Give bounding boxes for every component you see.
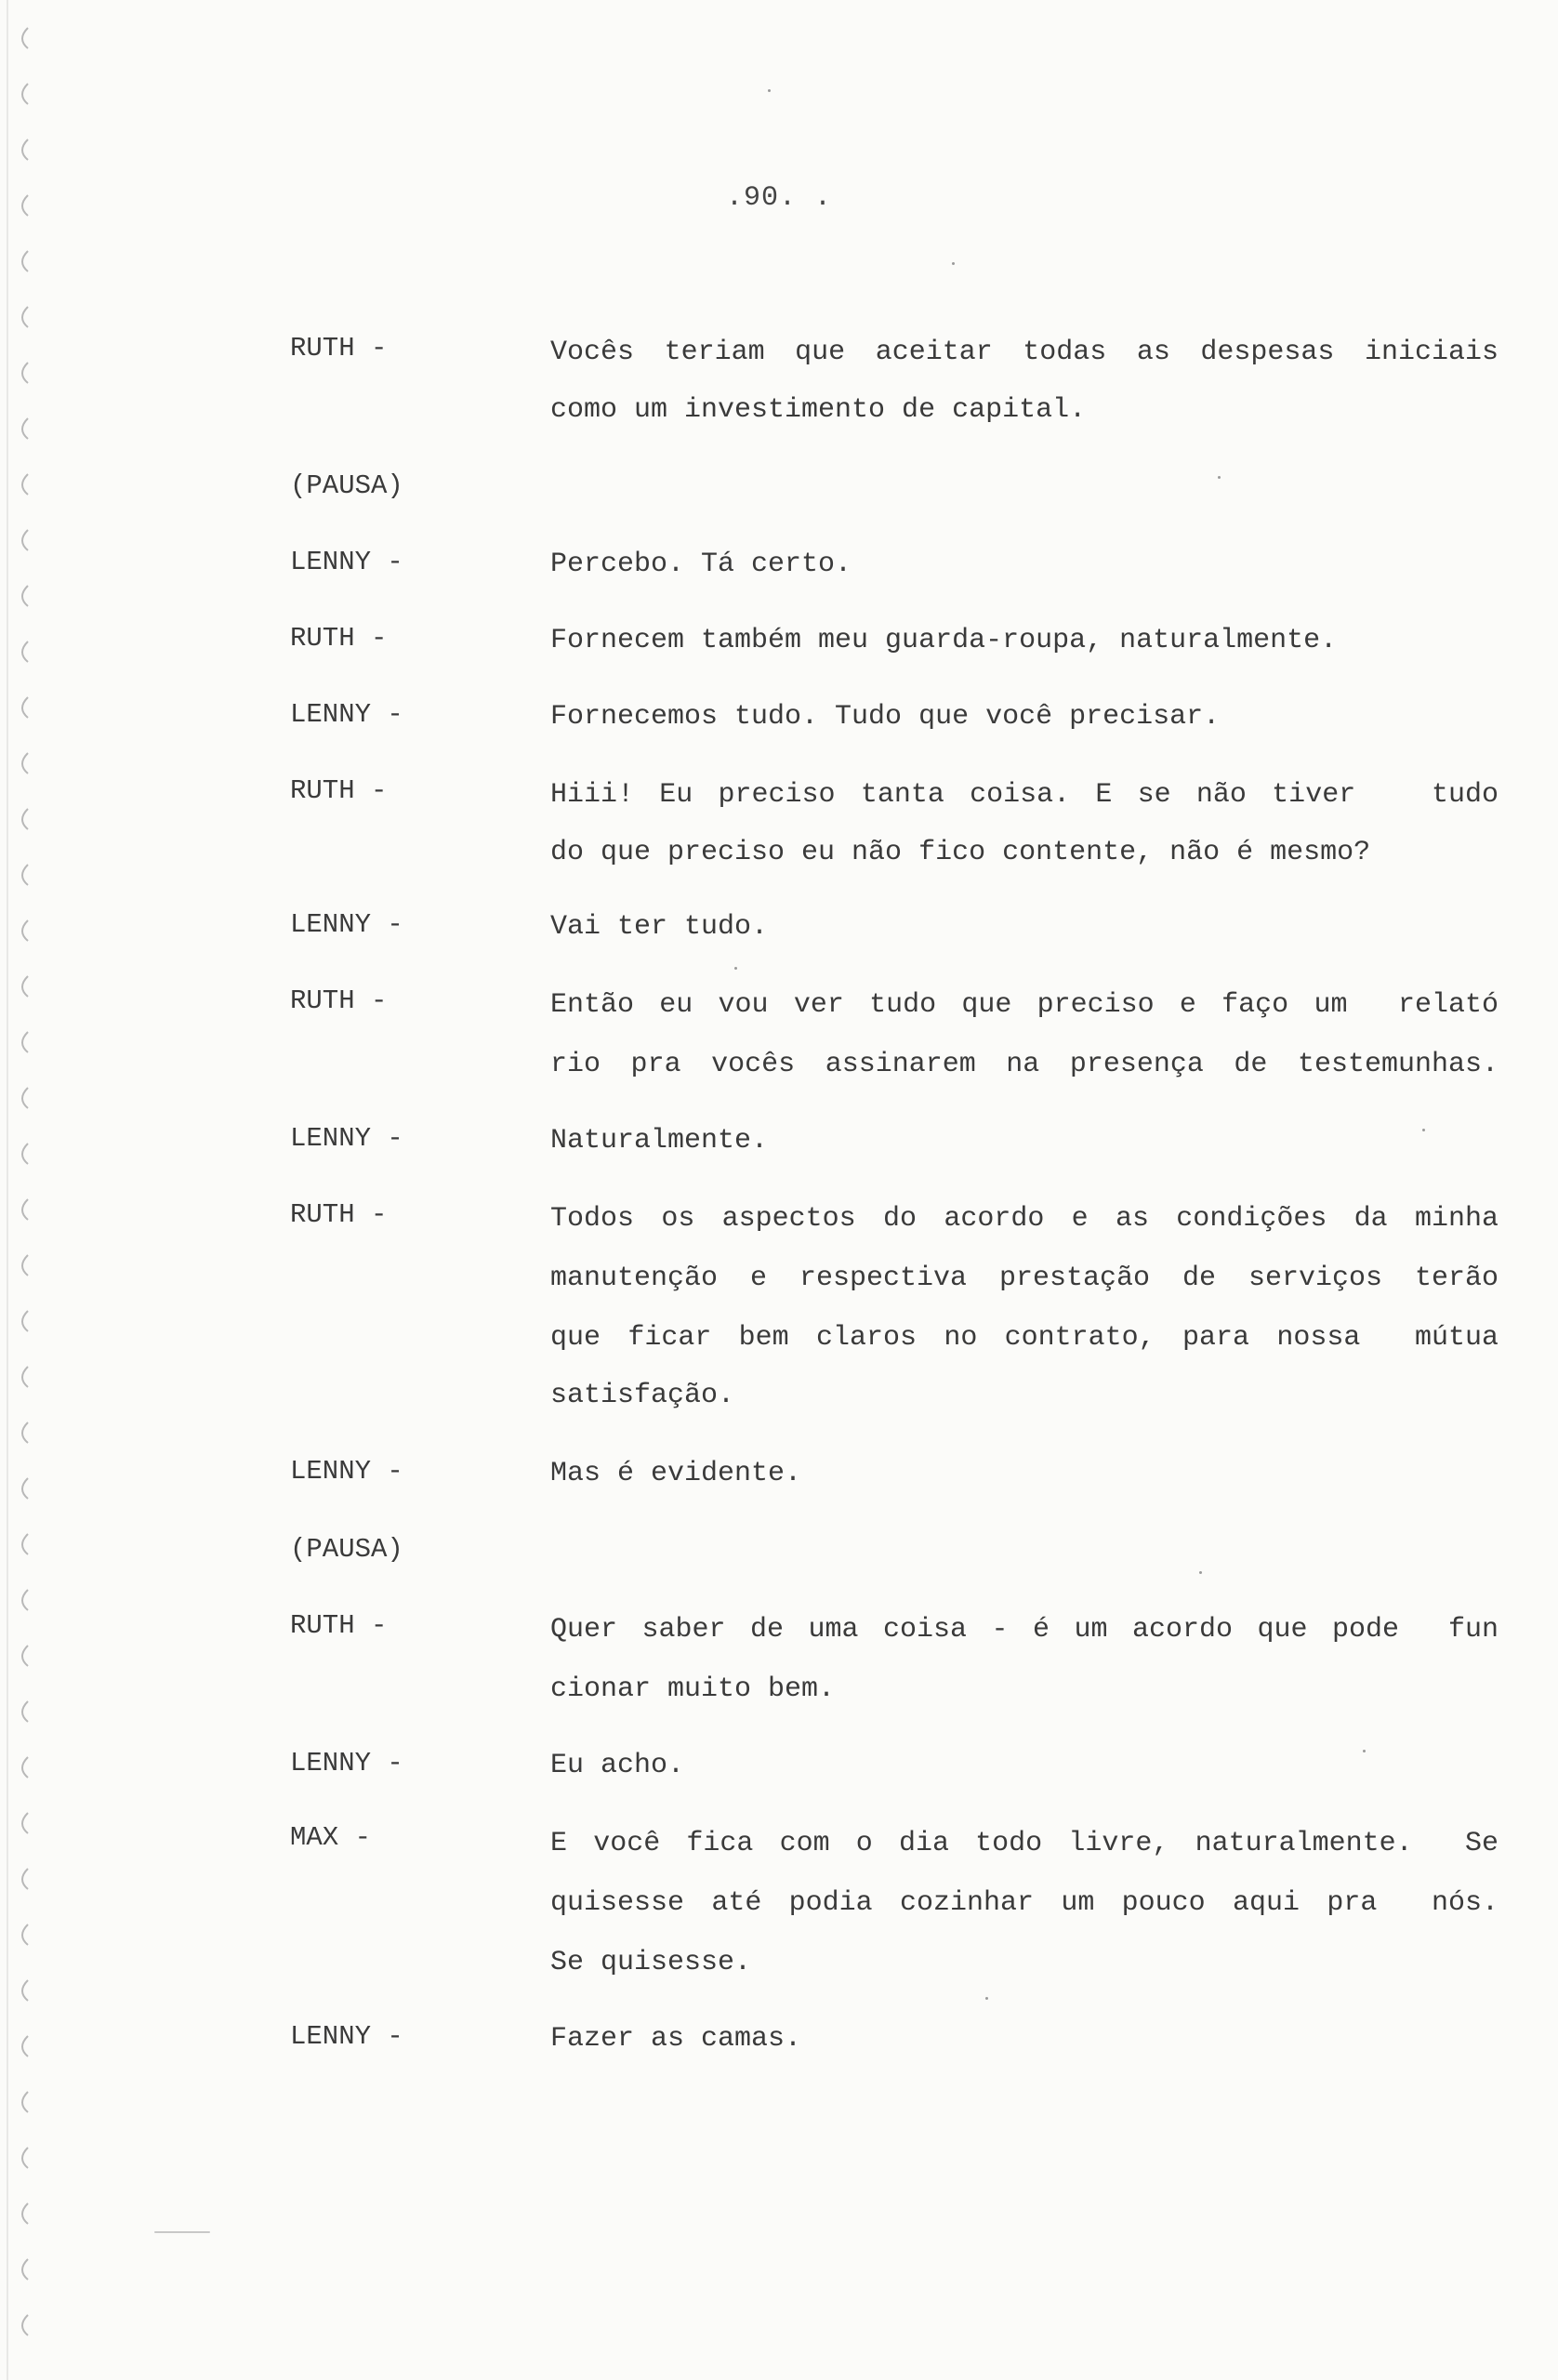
speaker-label: MAX - <box>290 1822 372 1853</box>
page-number: .90. . <box>725 182 833 214</box>
dialogue-line: Vocês teriam que aceitar todas as despesas iniciais <box>550 337 1499 368</box>
scan-speck <box>1199 1571 1202 1574</box>
dialogue-line: satisfação. <box>550 1380 735 1411</box>
dialogue-line: manutenção e respectiva prestação de serviços terão <box>550 1263 1499 1294</box>
dialogue-line: como um investimento de capital. <box>550 394 1087 426</box>
binding-holes-graphic <box>0 0 74 2380</box>
dialogue-line: Fornecemos tudo. Tudo que você precisar. <box>550 701 1221 733</box>
speaker-label: LENNY - <box>290 547 403 577</box>
dialogue-line: cionar muito bem. <box>550 1673 836 1705</box>
scan-speck <box>1363 1750 1366 1752</box>
dialogue-line: do que preciso eu não fico contente, não é mesmo? <box>550 837 1371 868</box>
dialogue-line: Percebo. Tá certo. <box>550 549 852 580</box>
dialogue-line: Fornecem também meu guarda-roupa, naturalmente. <box>550 625 1338 656</box>
dialogue-line: Se quisesse. <box>550 1947 752 1978</box>
scan-speck <box>734 967 737 970</box>
dialogue-line: Quer saber de uma coisa - é um acordo que pode fun <box>550 1614 1499 1646</box>
scan-mark <box>154 2231 210 2233</box>
speaker-label: RUTH - <box>290 985 388 1016</box>
dialogue-line: Então eu vou ver tudo que preciso e faço um relató <box>550 989 1499 1021</box>
speaker-label: LENNY - <box>290 2021 403 2052</box>
scan-speck <box>952 262 955 265</box>
speaker-label: LENNY - <box>290 699 403 730</box>
dialogue-line: que ficar bem claros no contrato, para nossa mútua <box>550 1322 1499 1354</box>
dialogue-line: Hiii! Eu preciso tanta coisa. E se não tiver tudo <box>550 779 1499 811</box>
dialogue-line: Fazer as camas. <box>550 2023 802 2055</box>
dialogue-line: Mas é evidente. <box>550 1458 802 1489</box>
scan-speck <box>985 1997 988 2000</box>
dialogue-line: quisesse até podia cozinhar um pouco aqui pra nós. <box>550 1887 1499 1919</box>
dialogue-line: E você fica com o dia todo livre, naturalmente. Se <box>550 1828 1499 1859</box>
speaker-label: LENNY - <box>290 1123 403 1154</box>
scan-speck <box>768 89 771 92</box>
speaker-label: RUTH - <box>290 333 388 364</box>
dialogue-line: Vai ter tudo. <box>550 911 769 943</box>
dialogue-line: rio pra vocês assinarem na presença de testemunhas. <box>550 1049 1499 1080</box>
binding-holes <box>0 0 74 2380</box>
speaker-label: LENNY - <box>290 909 403 940</box>
scan-speck <box>1218 476 1221 479</box>
speaker-label: RUTH - <box>290 775 388 806</box>
dialogue-line: Todos os aspectos do acordo e as condições da minha <box>550 1203 1499 1235</box>
stage-direction: (PAUSA) <box>290 1534 403 1565</box>
speaker-label: RUTH - <box>290 1610 388 1641</box>
speaker-label: LENNY - <box>290 1456 403 1487</box>
speaker-label: RUTH - <box>290 623 388 654</box>
dialogue-line: Eu acho. <box>550 1750 685 1781</box>
stage-direction: (PAUSA) <box>290 470 403 501</box>
scan-speck <box>1422 1129 1425 1131</box>
speaker-label: LENNY - <box>290 1748 403 1778</box>
speaker-label: RUTH - <box>290 1199 388 1230</box>
dialogue-line: Naturalmente. <box>550 1125 769 1157</box>
